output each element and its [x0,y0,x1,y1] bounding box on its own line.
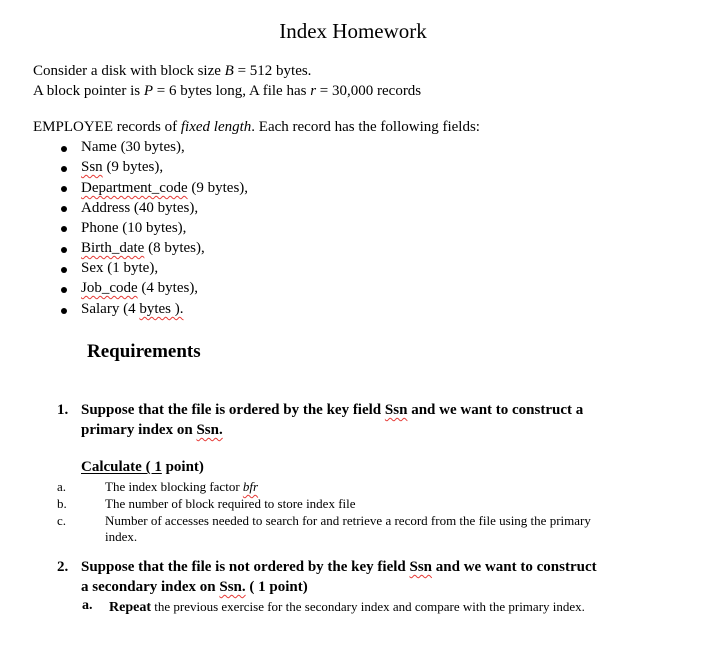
bullet-icon [61,206,67,212]
var-r: r [310,83,317,99]
records-pre: EMPLOYEE records of [33,119,181,135]
q1-item-c-cont: index. [105,529,138,544]
bullet-icon [61,166,67,172]
bullet-icon [61,146,67,152]
q1-item-a: The index blocking factor bfr [105,479,259,494]
q1-item-b: The number of block required to store index file [105,496,356,511]
page-title: Index Homework [279,19,427,43]
intro-line-2 [33,83,421,100]
q1-item-c-marker: c. [57,513,67,528]
intro-line-1-value: = 512 bytes. [233,63,312,79]
intro-line-2-value: = 30,000 records [316,83,422,99]
records-post: . Each record has the following fields: [251,119,480,135]
field-job-code: Job_code [81,280,138,296]
field-item: Department_code (9 bytes), [81,180,249,196]
q2-sub-item [109,598,585,616]
q2-sub-text: the previous exercise for the secondary index and compare with the primary index. [151,599,585,614]
q2-ssn: Ssn [409,559,433,575]
q1-item-c: Number of accesses needed to search for and retrieve a record from the file using the primary [105,513,591,528]
q1-line-1: Suppose that the file is ordered by the key field Ssn and we want to construct a [81,402,584,418]
var-p: P [143,83,153,99]
field-item: Sex (1 byte), [81,260,159,276]
q1-item-a-marker: a. [57,479,67,494]
q1-line-2: primary index on Ssn. [81,422,223,438]
field-item: Job_code (4 bytes), [81,280,199,296]
q1-number: 1. [57,402,69,418]
bullet-icon [61,226,67,232]
var-b: B [224,63,234,79]
field-birth-date: Birth_date [81,240,145,256]
q2-sub-bold: Repeat [109,600,151,615]
field-bytes-spell: bytes ). [139,301,184,317]
q1-bfr: bfr [242,479,259,494]
q2-line-2: a secondary index on Ssn. ( 1 point) [81,579,308,595]
intro-line-2-text: A block pointer is [33,83,144,99]
records-italic: fixed length [180,119,252,135]
field-item: Salary (4 bytes ). [81,301,184,317]
q2-ssn-2: Ssn. [219,579,246,595]
q2-number: 2. [57,559,69,575]
bullet-icon [61,267,67,273]
intro-line-1-text: Consider a disk with block size [33,63,225,79]
q1-ssn: Ssn [384,402,408,418]
q2-line-1: Suppose that the file is not ordered by the key field Ssn and we want to construct [81,559,597,575]
field-department-code: Department_code [81,180,188,196]
field-ssn: Ssn [81,159,103,175]
bullet-icon [61,308,67,314]
bullet-icon [61,287,67,293]
q1-item-b-marker: b. [57,496,67,511]
q1-calculate: Calculate ( 1 point) [81,459,204,475]
field-item: Ssn (9 bytes), [81,159,164,175]
q1-ssn-2: Ssn. [196,422,223,438]
field-item: Birth_date (8 bytes), [81,240,205,256]
intro-line-2-mid: = 6 bytes long, A file has [153,83,311,99]
field-item: Phone (10 bytes), [81,220,187,236]
bullet-icon [61,247,67,253]
field-item: Name (30 bytes), [81,139,185,155]
records-description [33,119,480,136]
q2-sub-marker: a. [82,598,93,613]
requirements-heading: Requirements [87,341,201,362]
q1-calc-label: Calculate ( 1 [81,459,162,475]
intro-line-1 [33,63,311,80]
field-item: Address (40 bytes), [81,200,199,216]
bullet-icon [61,186,67,192]
